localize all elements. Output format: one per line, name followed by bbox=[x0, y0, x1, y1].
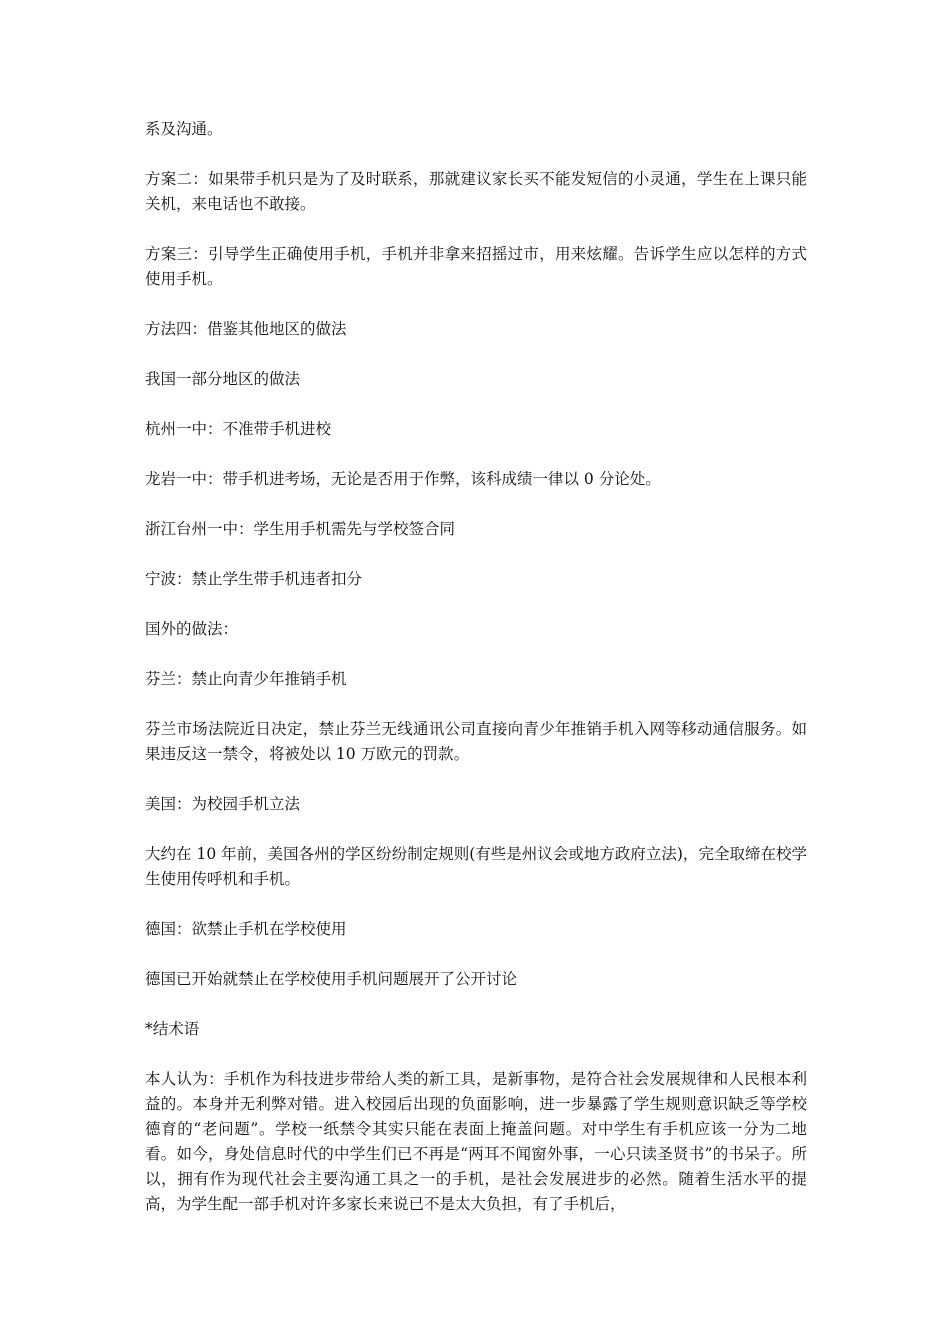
paragraph-plan-three: 方案三：引导学生正确使用手机，手机并非拿来招摇过市，用来炫耀。告诉学生应以怎样的方式使用手机。 bbox=[145, 245, 807, 288]
paragraph-hangzhou: 杭州一中：不准带手机进校 bbox=[145, 420, 332, 438]
document-page bbox=[145, 117, 807, 1217]
paragraph-usa-heading: 美国：为校园手机立法 bbox=[145, 795, 301, 813]
paragraph-longyan: 龙岩一中：带手机进考场，无论是否用于作弊，该科成绩一律以 0 分论处。 bbox=[145, 470, 661, 488]
paragraph-finland-body: 芬兰市场法院近日决定，禁止芬兰无线通讯公司直接向青少年推销手机入网等移动通信服务。如果违反这一禁令，将被处以 10 万欧元的罚款。 bbox=[145, 720, 807, 763]
paragraph-method-four: 方法四：借鉴其他地区的做法 bbox=[145, 320, 347, 338]
paragraph-conclusion-heading: *结术语 bbox=[145, 1020, 200, 1038]
paragraph-foreign-heading: 国外的做法： bbox=[145, 620, 239, 638]
paragraph-taizhou: 浙江台州一中：学生用手机需先与学校签合同 bbox=[145, 520, 456, 538]
paragraph-finland-heading: 芬兰：禁止向青少年推销手机 bbox=[145, 670, 347, 688]
paragraph-ningbo: 宁波：禁止学生带手机违者扣分 bbox=[145, 570, 363, 588]
paragraph-usa-body: 大约在 10 年前，美国各州的学区纷纷制定规则(有些是州议会或地方政府立法)，完全取缔在校学生使用传呼机和手机。 bbox=[145, 845, 807, 888]
paragraph-continuation: 系及沟通。 bbox=[145, 120, 223, 138]
paragraph-germany-body: 德国已开始就禁止在学校使用手机问题展开了公开讨论 bbox=[145, 970, 518, 988]
paragraph-germany-heading: 德国：欲禁止手机在学校使用 bbox=[145, 920, 347, 938]
paragraph-domestic-heading: 我国一部分地区的做法 bbox=[145, 370, 301, 388]
paragraph-plan-two: 方案二：如果带手机只是为了及时联系，那就建议家长买不能发短信的小灵通，学生在上课只能关机，来电话也不敢接。 bbox=[145, 170, 807, 213]
paragraph-conclusion-body: 本人认为：手机作为科技进步带给人类的新工具，是新事物，是符合社会发展规律和人民根本利益的。本身并无利弊对错。进入校园后出现的负面影响，进一步暴露了学生规则意识缺乏等学校德育的“老问题”。学校一纸禁令其实只能在表面上掩盖问题。对中学生有手机应该一分为二地看。如今，身处信息时代的中学生们已不再是“两耳不闻窗外事，一心只读圣贤书”的书呆子。所以，拥有作为现代社会主要沟通工具之一的手机，是社会发展进步的必然。随着生活水平的提高，为学生配一部手机对许多家长来说已不是太大负担，有了手机后， bbox=[145, 1070, 807, 1213]
